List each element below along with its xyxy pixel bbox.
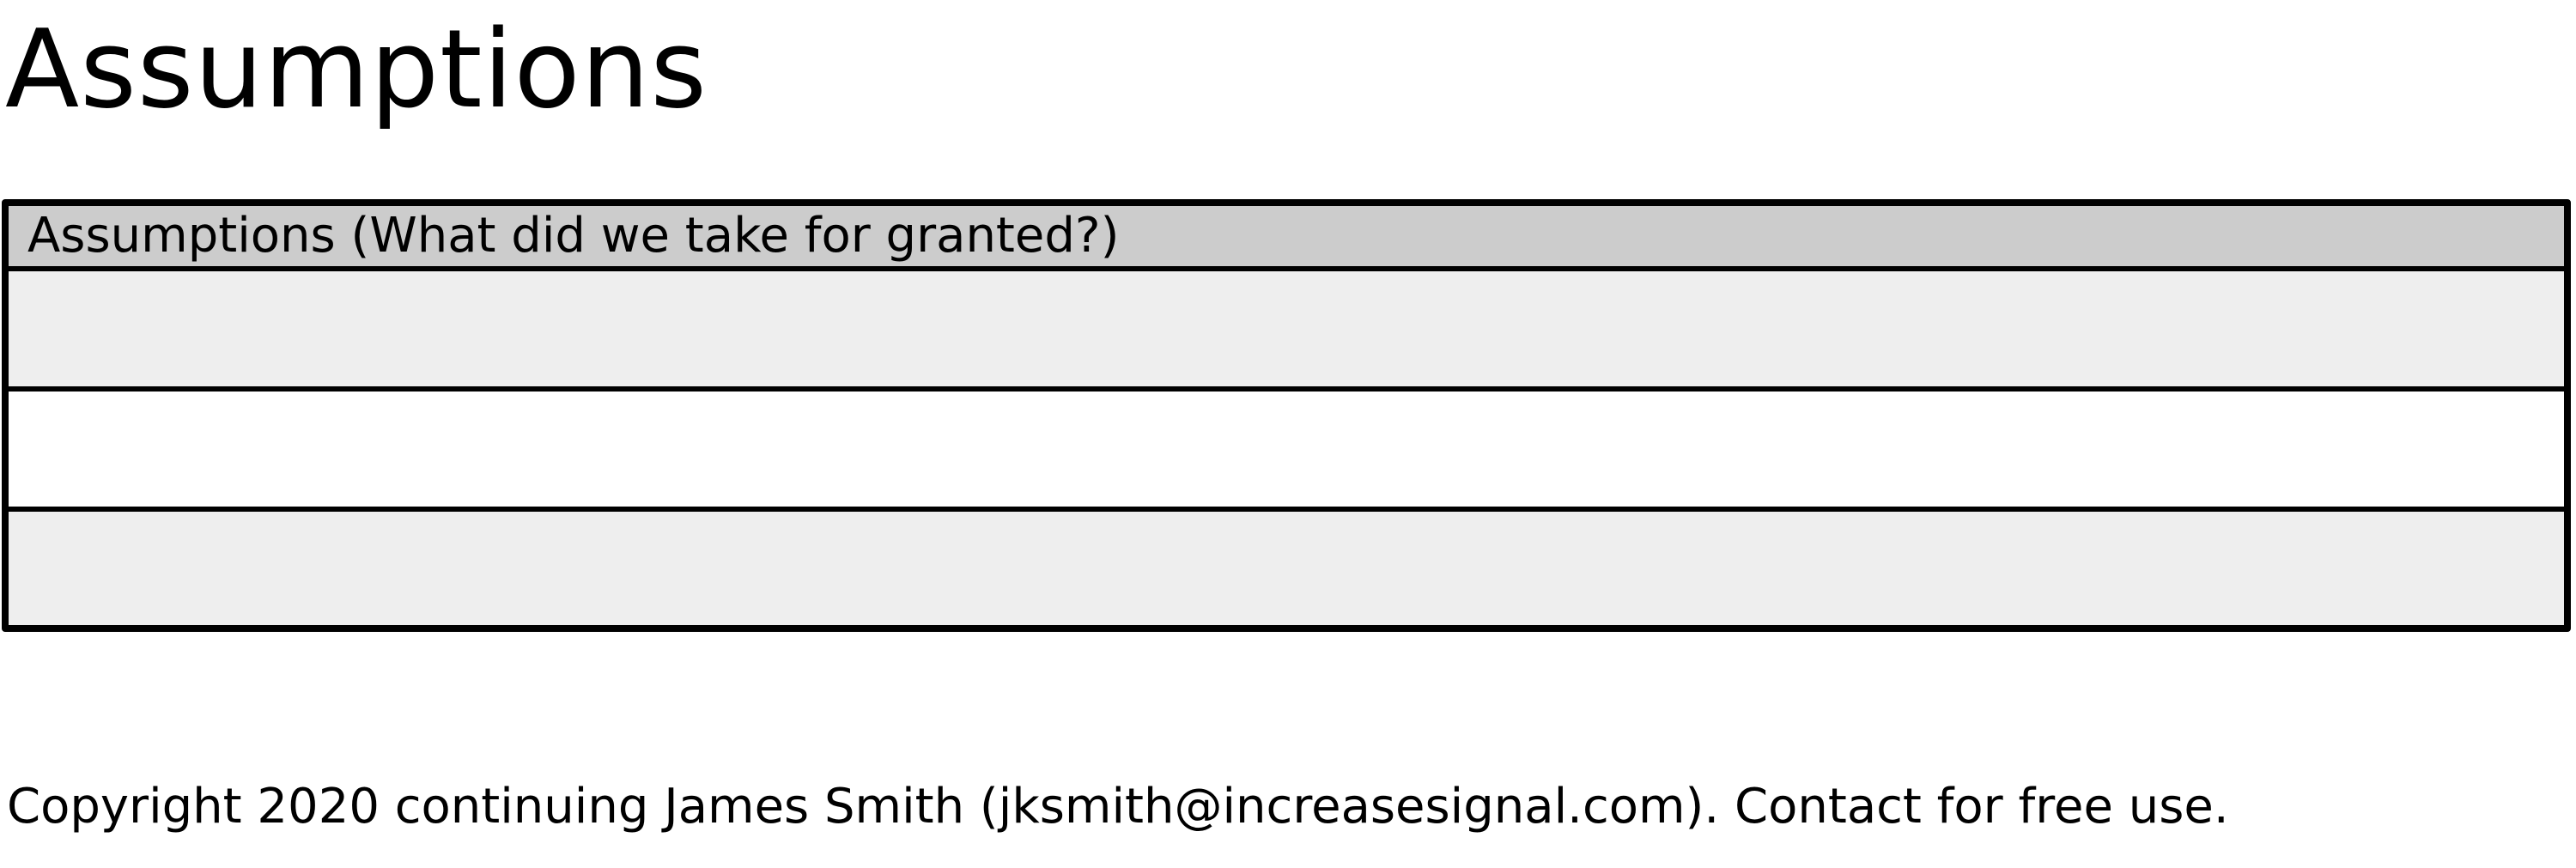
table-row[interactable] [9, 392, 2564, 512]
table-header: Assumptions (What did we take for granted?) [9, 206, 2564, 271]
page-title: Assumptions [5, 6, 708, 132]
table-row[interactable] [9, 271, 2564, 392]
assumptions-table [2, 199, 2571, 632]
copyright-footer: Copyright 2020 continuing James Smith (jksmith@increasesignal.com). Contact for free use. [7, 779, 2229, 835]
table-row[interactable] [9, 512, 2564, 628]
